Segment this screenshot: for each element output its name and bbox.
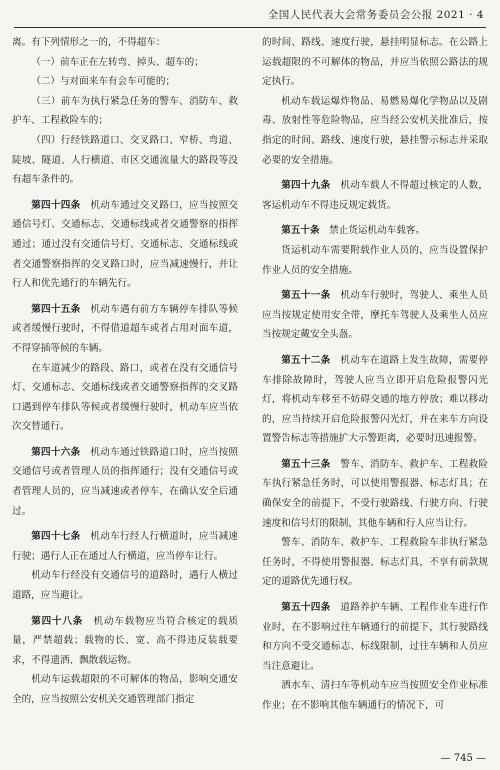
article-text: 机动车载物应当符合核定的载质量，严禁超载；载物的长、宽、高不得违反装载要求，不得遗洒、飘散载运物。 [12,615,239,666]
left-column [12,33,238,710]
paragraph: （二）与对面来车有会车可能的； [31,76,176,88]
article-47 [12,527,238,566]
article-text: 禁止货运机动车载客。 [329,225,426,237]
article-text: 警车、消防车、救护车、工程救险车执行紧急任务时，可以使用警报器、标志灯具；在确保安全的前提下，不受行驶路线、行驶方向、行驶速度和信号灯的限制，其他车辆和行人应当让行。 [262,458,489,529]
article-label: 第五十条 [281,225,320,237]
paragraph: 机动车载运爆炸物品、易燃易爆化学物品以及剧毒、放射性等危险物品，应当经公安机关批准后，按指定的时间、路线、速度行驶，悬挂警示标志并采取必要的安全措施。 [262,95,488,166]
article-51 [262,286,488,345]
article-label: 第四十九条 [281,180,331,192]
article-label: 第四十四条 [31,199,81,211]
article-label: 第四十七条 [31,531,81,543]
article-text: 机动车行驶时，驾驶人、乘坐人员应当按规定使用安全带，摩托车驾驶人及乘坐人员应当按规定戴安全头盔。 [262,290,489,341]
article-text: 机动车载人不得超过核定的人数，客运机动车不得违反规定载货。 [262,180,489,211]
paragraph: 洒水车、清扫车等机动车应当按照安全作业标准作业；在不影响其他车辆通行的情况下，可 [262,680,488,711]
page-number: — 745 — [440,753,486,764]
article-label: 第五十二条 [281,354,331,366]
paragraph: 警车、消防车、救护车、工程救险车非执行紧急任务时，不得使用警报器、标志灯具，不享有前款规定的道路优先通行权。 [262,537,488,588]
right-column [262,33,488,716]
article-text: 机动车遇有前方车辆停车排队等候或者缓慢行驶时，不得借道超车或者占用对面车道，不得穿插等候的车辆。 [12,303,239,354]
article-46 [12,443,238,521]
gazette-title: 全国人民代表大会常务委员会公报 2021 · 4 [267,9,484,21]
article-label: 第四十五条 [31,303,81,315]
paragraph: 离。有下列情形之一的，不得超车： [12,37,166,48]
paragraph: 机动车运载超限的不可解体的物品，影响交通安全的，应当按照公安机关交通管理部门指定 [12,674,238,705]
article-text: 机动车行经人行横道时，应当减速行驶；遇行人正在通过人行横道，应当停车让行。 [12,531,239,562]
article-44 [12,196,238,294]
article-48 [12,612,238,671]
header-rule [14,27,486,28]
article-text: 机动车在道路上发生故障，需要停车排除故障时，驾驶人应当立即开启危险报警闪光灯，将机动车移至不妨碍交通的地方停放；难以移动的，应当持续开启危险报警闪光灯，并在来车方向设置警告标志等措施扩大示警距离，必要时迅速报警。 [262,354,489,445]
article-49 [262,176,488,215]
article-54 [262,598,488,676]
paragraph: 机动车行经没有交通信号的道路时，遇行人横过道路，应当避让。 [12,570,238,602]
paragraph: （三）前车为执行紧急任务的警车、消防车、救护车、工程救险车的； [12,95,238,127]
article-label: 第四十八条 [31,615,84,627]
paragraph: 货运机动车需要附载作业人员的，应当设置保护作业人员的安全措施。 [262,244,488,276]
paragraph: 在车道减少的路段、路口，或者在没有交通信号灯、交通标志、交通标线或者交通警察指挥的交叉路口遇到停车排队等候或者缓慢行驶时，机动车应当依次交替通行。 [12,362,238,433]
article-text: 道路养护车辆、工程作业车进行作业时，在不影响过往车辆通行的前提下，其行驶路线和方向不受交通标志、标线限制，过往车辆和人员应当注意避让。 [262,602,489,672]
article-45 [12,300,238,359]
page-header [0,0,500,26]
article-label: 第四十六条 [31,446,81,458]
article-text: 机动车通过铁路道口时，应当按照交通信号或者管理人员的指挥通行；没有交通信号或者管理人员的，应当减速或者停车，在确认安全后通过。 [12,446,239,517]
paragraph: （一）前车正在左转弯、掉头、超车的； [31,56,204,68]
paragraph: （四）行经铁路道口、交叉路口、窄桥、弯道、陡坡、隧道、人行横道、市区交通流量大的路段等没有超车条件的。 [12,134,238,186]
article-53 [262,455,488,533]
article-52 [262,351,488,449]
article-text: 机动车通过交叉路口，应当按照交通信号灯、交通标志、交通标线或者交通警察的指挥通过；通过没有交通信号灯、交通标志、交通标线或者交通警察指挥的交叉路口时，应当减速慢行，并让行人和优先通行的车辆先行。 [12,199,239,290]
paragraph: 的时间、路线、速度行驶，悬挂明显标志。在公路上运载超限的不可解体的物品，并应当依照公路法的规定执行。 [262,37,488,88]
article-label: 第五十三条 [281,458,331,470]
article-label: 第五十四条 [281,602,331,614]
article-50 [262,221,488,241]
article-label: 第五十一条 [281,290,331,302]
